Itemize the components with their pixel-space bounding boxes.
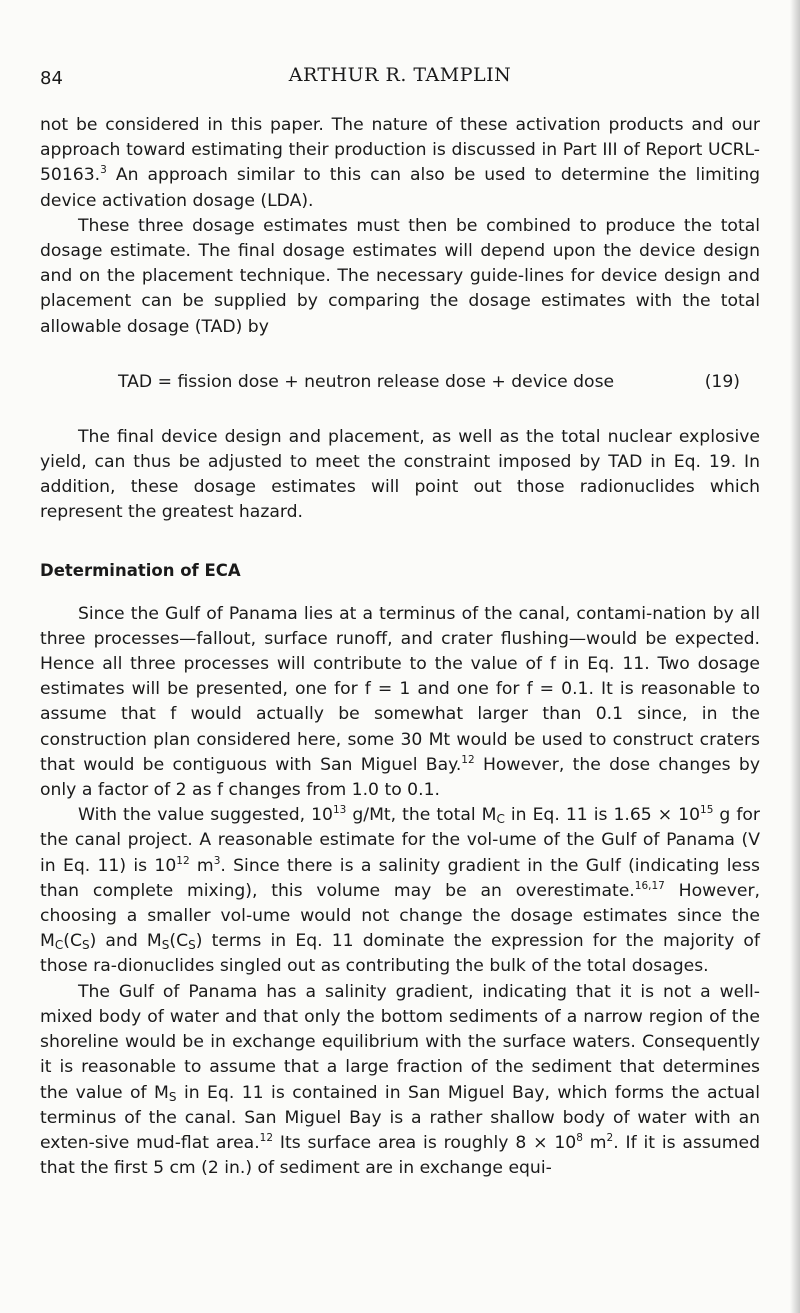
paragraph-gulf-contamination: Since the Gulf of Panama lies at a terminus of the canal, contami-nation by all three processes—fallout, surface runoff, and crater flushing—would be expected. Hence all three processes will contribute to the value of f in Eq. 11. Two dosage estimates will be presented, one for f = 1 and one for f = 0.1. It is reasonable to assume that f would actually be somewhat larger than 0.1 since, in the construction plan considered here, some 30 Mt would be used to construct craters that would be contiguous with San Miguel Bay.$^{12}$ However, the dose changes by only a factor of 2 as f changes from 1.0 to 0.1. — [40, 603, 760, 801]
page-number: 84 — [40, 68, 63, 89]
paragraph-activation: not be considered in this paper. The nature of these activation products and our approach toward estimating their production is discussed in Part III of Report UCRL-50163.$^3$ An approach similar to this can also be used to determine the limiting device activation dosage (LDA). — [40, 115, 760, 211]
page-edge-shadow — [790, 0, 800, 1313]
page-header — [40, 60, 760, 90]
footnote-ref: 3 — [100, 164, 107, 177]
footnote-ref: 12 — [461, 753, 475, 766]
equation-number: (19) — [704, 371, 740, 392]
paragraph-combined-estimate: These three dosage estimates must then be combined to produce the total dosage estimate. The final dosage estimates will depend upon the device design and on the placement technique. The necessary guide-lines for device design and placement can be supplied by comparing the dosage estimates with the total allowable dosage (TAD) by — [40, 215, 760, 337]
paragraph-salinity: The Gulf of Panama has a salinity gradient, indicating that it is not a well-mixed body of water and that only the bottom sediments of a narrow region of the shoreline would be in exchange equilibrium with the surface waters. Consequently it is reasonable to assume that a large fraction of the sediment that determines the value of $M_S$ in Eq. 11 is contained in San Miguel Bay, which forms the actual terminus of the canal. San Miguel Bay is a rather shallow body of water with an exten-sive mud-flat area.$^{12}$ Its surface area is roughly $8 \times 10^8$ $m^2$. If it is assumed that the first 5 cm (2 in.) of sediment are in exchange equi- — [40, 981, 760, 1179]
paragraph-final-design: The final device design and placement, as well as the total nuclear explosive yield, can thus be adjusted to meet the constraint imposed by TAD in Eq. 19. In addition, these dosage estimates will point out those radionuclides which represent the greatest hazard. — [40, 426, 760, 523]
paragraph-volume-estimate: With the value suggested, $10^{13}$ g/Mt, the total $M_C$ in Eq. 11 is $1.65 \times 10^{15}$ g for the canal project. A reasonable estimate for the vol-ume of the Gulf of Panama (V in Eq. 11) is $10^{12}$ $m^3$. Since there is a salinity gradient in the Gulf (indicating less than complete mixing), this volume may be an overestimate.$^{16,17}$ However, choosing a smaller vol-ume would not change the dosage estimates since the $M_C(C_S)$ and $M_S(C_S)$ terms in Eq. 11 dominate the expression for the majority of those ra-dionuclides singled out as contributing the bulk of the total dosages. — [40, 804, 761, 977]
equation-text: TAD = fission dose + neutron release dose + device dose — [118, 371, 615, 392]
section-heading: Determination of ECA — [40, 560, 241, 580]
footnote-ref: 12 — [259, 1131, 274, 1144]
footnote-ref: 16,17 — [634, 879, 665, 892]
running-head: ARTHUR R. TAMPLIN — [288, 64, 512, 86]
body-text — [40, 113, 760, 1181]
equation-19 — [40, 370, 760, 395]
